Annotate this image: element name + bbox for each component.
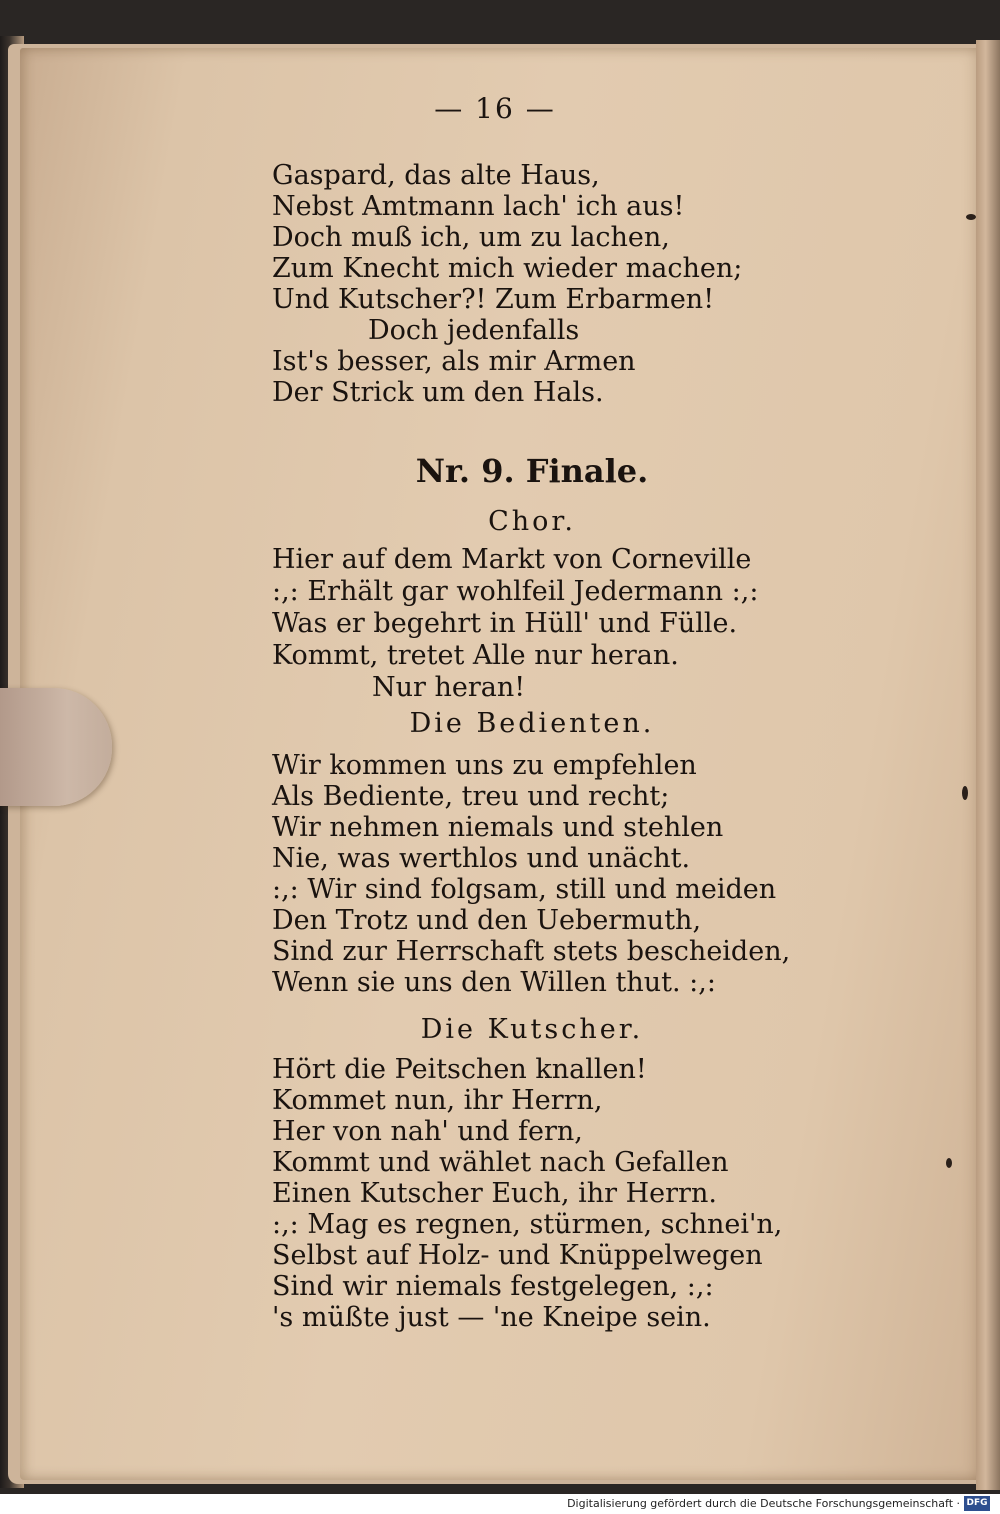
section-heading: Nr. 9. Finale. [415,452,649,490]
verse-line: Sind zur Herrschaft stets bescheiden, [272,936,791,967]
verse-line: Her von nah' und fern, [272,1116,583,1147]
footer-bar [0,1494,1000,1514]
verse-line: Hier auf dem Markt von Corneville [272,544,752,575]
funding-notice: Digitalisierung gefördert durch die Deutsche Forschungsgemeinschaft · [567,1497,960,1510]
page-number: — 16 — [434,92,556,125]
verse-line: :,: Mag es regnen, stürmen, schnei'n, [272,1209,783,1240]
verse-line: Nur heran! [372,672,526,703]
verse-line: Hört die Peitschen knallen! [272,1054,647,1085]
verse-line: Den Trotz und den Uebermuth, [272,905,702,936]
verse-line: Und Kutscher?! Zum Erbarmen! [272,284,715,315]
verse-line: :,: Wir sind folgsam, still und meiden [272,874,777,905]
verse-line: Wenn sie uns den Willen thut. :,: [272,967,716,998]
verse-line: Wir nehmen niemals und stehlen [272,812,724,843]
verse-line: Sind wir niemals festgelegen, :,: [272,1271,714,1302]
speaker-label: Die Kutscher. [420,1014,644,1045]
ink-spot [946,1158,952,1168]
verse-line: Kommt und wählet nach Gefallen [272,1147,729,1178]
verse-line: Was er begehrt in Hüll' und Fülle. [272,608,738,639]
speaker-label: Die Bedienten. [409,708,655,739]
speaker-label: Chor. [488,506,576,537]
verse-line: Kommet nun, ihr Herrn, [272,1085,603,1116]
dfg-logo: DFG [964,1496,990,1511]
verse-line: Gaspard, das alte Haus, [272,160,600,191]
verse-line: Selbst auf Holz- und Knüppelwegen [272,1240,763,1271]
verse-line: Wir kommen uns zu empfehlen [272,750,697,781]
verse-line: Als Bediente, treu und recht; [272,781,670,812]
bookmark-tab [0,688,112,806]
ink-spot [966,214,976,220]
verse-line: Doch muß ich, um zu lachen, [272,222,670,253]
verse-line: Doch jedenfalls [368,315,580,346]
verse-line: Der Strick um den Hals. [272,377,604,408]
page-edge [976,40,1000,1490]
verse-line: 's müßte just — 'ne Kneipe sein. [272,1302,711,1333]
ink-spot [962,786,968,800]
verse-line: Zum Knecht mich wieder machen; [272,253,743,284]
verse-line: :,: Erhält gar wohlfeil Jedermann :,: [272,576,759,607]
verse-line: Ist's besser, als mir Armen [272,346,636,377]
verse-line: Kommt, tretet Alle nur heran. [272,640,679,671]
verse-line: Nie, was werthlos und unächt. [272,843,691,874]
verse-line: Einen Kutscher Euch, ihr Herrn. [272,1178,717,1209]
verse-line: Nebst Amtmann lach' ich aus! [272,191,685,222]
